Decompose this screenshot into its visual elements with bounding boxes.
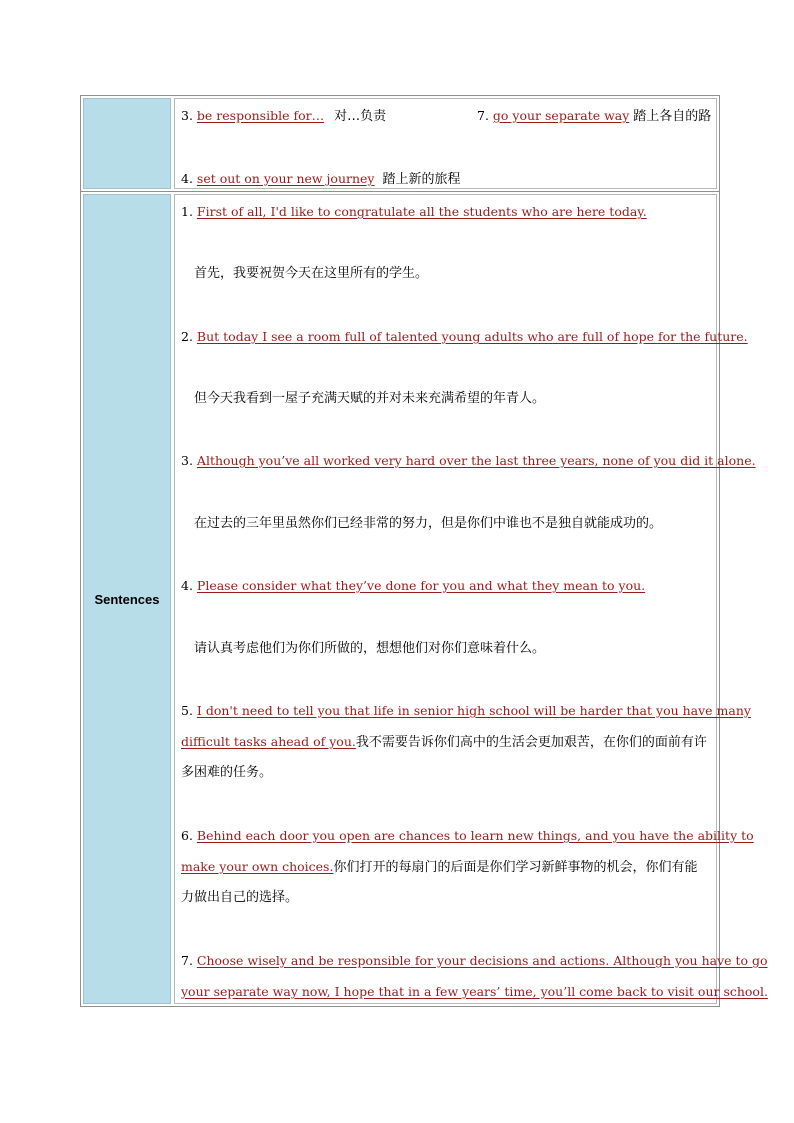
sentence-3-en [181,452,756,470]
sentence-1-zh: 首先，我要祝贺今天在这里所有的学生。 [194,266,429,281]
sentences-label: Sentences [83,194,171,1004]
sentence-2-zh: 但今天我看到一屋子充满天赋的并对未来充满希望的年青人。 [194,391,546,406]
sentence-4-en [181,577,710,595]
sentence-zh-text: 你们打开的每扇门的后面是你们学习新鲜事物的机会，你们有能 [333,860,698,875]
sentence-en-text: I don't need to tell you that life in senior high school will be harder that you have many [196,703,751,718]
sentence-en-text: But today I see a room full of talented young adults who are full of hope for the future. [196,329,748,344]
sentence-2-en [181,328,748,346]
sentence-en-text: your separate way now, I hope that in a few years’ time, you’ll come back to visit our school. [181,984,768,999]
sentence-6-line-3: 力做出自己的选择。 [181,890,299,905]
sentence-en-text: Behind each door you open are chances to learn new things, and you have the ability to [196,828,754,843]
sentences-row [81,192,768,1006]
phrase-zh: 踏上各自的路 [633,109,712,124]
sentence-en-text: Choose wisely and be responsible for your decisions and actions. Although you have to go [196,953,768,968]
sentence-en-text: First of all, I'd like to congratulate all the students who are here today. [196,204,647,219]
phrase-item-7 [477,107,711,126]
phrase-num: 3. [181,108,193,123]
sentences-content-cell [174,194,768,1004]
sentence-num: 5. [181,703,193,718]
phrase-zh: 对…负责 [334,109,387,124]
sentence-num: 1. [181,204,193,219]
sentence-4-zh: 请认真考虑他们为你们所做的，想想他们对你们意味着什么。 [194,641,546,656]
sentence-en-text: difficult tasks ahead of you. [181,734,356,749]
sentence-en-text: Although you’ve all worked very hard over the last three years, none of you did it alone. [196,453,756,468]
phrase-item-3 [181,107,710,126]
sentence-5-line-2 [181,733,710,752]
sentence-7-line-2 [181,983,768,1001]
sentence-5-line-1 [181,702,751,720]
sentence-num: 6. [181,828,193,843]
phrase-num: 4. [181,171,193,186]
phrase-en: go your separate way [492,108,630,123]
sentence-en-text: Please consider what they’ve done for you and what they mean to you. [196,578,646,593]
phrase-en: be responsible for… [196,108,325,123]
phrase-en: set out on your new journey [196,171,375,186]
sentence-5-line-3: 多困难的任务。 [181,765,273,780]
phrases-label-cell [83,98,171,189]
phrase-zh: 踏上新的旅程 [382,172,461,187]
sentence-num: 7. [181,953,193,968]
sentence-6-line-1 [181,827,754,845]
sentence-en-text: make your own choices. [181,859,334,874]
vocab-table [80,95,768,1007]
phrase-num: 7. [477,108,489,123]
sentence-num: 2. [181,329,193,344]
sentence-num: 4. [181,578,193,593]
phrase-item-4 [181,170,710,189]
sentence-1-en [181,203,710,221]
sentence-zh-text: 我不需要告诉你们高中的生活会更加艰苦，在你们的面前有许 [355,735,707,750]
sentence-num: 3. [181,453,193,468]
sentence-3-zh: 在过去的三年里虽然你们已经非常的努力，但是你们中谁也不是独自就能成功的。 [194,516,663,531]
phrases-content-cell [174,98,717,189]
sentence-6-line-2 [181,858,710,877]
phrases-row [81,96,719,192]
sentence-7-line-1 [181,952,768,970]
